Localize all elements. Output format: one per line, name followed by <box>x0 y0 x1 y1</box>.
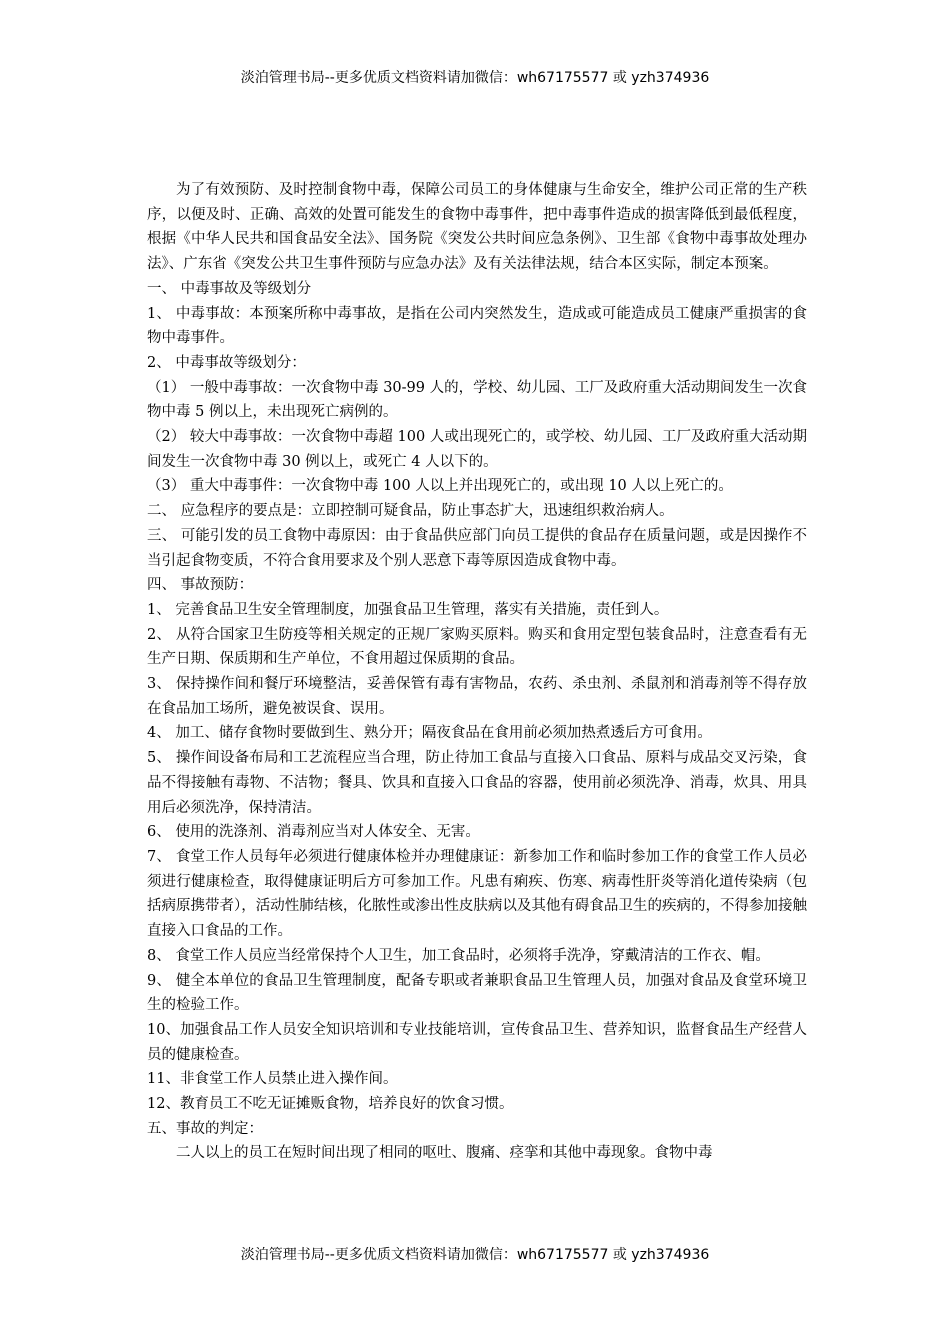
section-heading-5: 五、事故的判定： <box>147 1120 263 1137</box>
list-item: 11、非食堂工作人员禁止进入操作间。 <box>147 1071 398 1088</box>
list-item: 6、 使用的洗涤剂、消毒剂应当对人体安全、无害。 <box>147 824 480 841</box>
list-item: 2、 从符合国家卫生防疫等相关规定的正规厂家购买原料。购买和食用定型包装食品时，注意查看有无生产日期、保质期和生产单位，不食用超过保质期的食品。 <box>147 626 807 668</box>
list-item: 7、 食堂工作人员每年必须进行健康体检并办理健康证：新参加工作和临时参加工作的食堂工作人员必须进行健康检查，取得健康证明后方可参加工作。凡患有痢疾、伤寒、病毒性肝炎等消化道传染病（包括病原携带者），活动性肺结核，化脓性或渗出性皮肤病以及其他有碍食品卫生的疾病的，不得参加接触直接入口食品的工作。 <box>147 848 807 940</box>
list-item: 5、 操作间设备布局和工艺流程应当合理，防止待加工食品与直接入口食品、原料与成品交叉污染，食品不得接触有毒物、不洁物；餐具、饮具和直接入口食品的容器，使用前必须洗净、消毒，炊具、用具用后必须洗净，保持清洁。 <box>147 750 807 816</box>
list-item: 1、 中毒事故：本预案所称中毒事故，是指在公司内突然发生，造成或可能造成员工健康严重损害的食物中毒事件。 <box>147 305 807 347</box>
list-item: 4、 加工、储存食物时要做到生、熟分开；隔夜食品在食用前必须加热煮透后方可食用。 <box>147 725 712 742</box>
section-heading-3: 三、 可能引发的员工食物中毒原因：由于食品供应部门向员工提供的食品存在质量问题，或是因操作不当引起食物变质，不符合食用要求及个别人恶意下毒等原因造成食物中毒。 <box>147 527 807 569</box>
section-heading-4: 四、 事故预防： <box>147 577 254 594</box>
page-footer: 淡泊管理书局--更多优质文档资料请加微信：wh67175577 或 yzh374936 <box>240 1247 710 1263</box>
list-item: （2） 较大中毒事故：一次食物中毒超 100 人或出现死亡的，或学校、幼儿园、工厂及政府重大活动期间发生一次食物中毒 30 例以上，或死亡 4 人以下的。 <box>147 429 807 470</box>
list-item: 10、加强食品工作人员安全知识培训和专业技能培训，宣传食品卫生、营养知识，监督食品生产经营人员的健康检查。 <box>147 1021 807 1063</box>
section-5-paragraph: 二人以上的员工在短时间出现了相同的呕吐、腹痛、痉挛和其他中毒现象。食物中毒 <box>176 1145 713 1162</box>
section-heading-1: 一、 中毒事故及等级划分 <box>147 280 312 297</box>
list-item: 9、 健全本单位的食品卫生管理制度，配备专职或者兼职食品卫生管理人员，加强对食品及食堂环境卫生的检验工作。 <box>147 972 807 1014</box>
list-item: 2、 中毒事故等级划分： <box>147 354 306 371</box>
document-body <box>147 178 807 1166</box>
list-item: 1、 完善食品卫生安全管理制度，加强食品卫生管理，落实有关措施，责任到人。 <box>147 601 669 618</box>
section-heading-2: 二、 应急程序的要点是：立即控制可疑食品，防止事态扩大，迅速组织救治病人。 <box>147 503 674 520</box>
page-header: 淡泊管理书局--更多优质文档资料请加微信：wh67175577 或 yzh374936 <box>240 70 710 86</box>
list-item: （1） 一般中毒事故：一次食物中毒 30-99 人的，学校、幼儿园、工厂及政府重大活动期间发生一次食物中毒 5 例以上，未出现死亡病例的。 <box>147 379 807 421</box>
intro-paragraph: 为了有效预防、及时控制食物中毒，保障公司员工的身体健康与生命安全，维护公司正常的生产秩序，以便及时、正确、高效的处置可能发生的食物中毒事件，把中毒事件造成的损害降低到最低程度，根据《中华人民共和国食品安全法》、国务院《突发公共时间应急条例》、卫生部《食物中毒事故处理办法》、广东省《突发公共卫生事件预防与应急办法》及有关法律法规，结合本区实际，制定本预案。 <box>147 182 807 273</box>
list-item: 3、 保持操作间和餐厅环境整洁，妥善保管有毒有害物品，农药、杀虫剂、杀鼠剂和消毒剂等不得存放在食品加工场所，避免被误食、误用。 <box>147 676 807 717</box>
list-item: 12、教育员工不吃无证摊贩食物，培养良好的饮食习惯。 <box>147 1096 514 1113</box>
list-item: （3） 重大中毒事件：一次食物中毒 100 人以上并出现死亡的，或出现 10 人以上死亡的。 <box>147 478 733 495</box>
list-item: 8、 食堂工作人员应当经常保持个人卫生，加工食品时，必须将手洗净，穿戴清洁的工作衣、帽。 <box>147 947 770 964</box>
